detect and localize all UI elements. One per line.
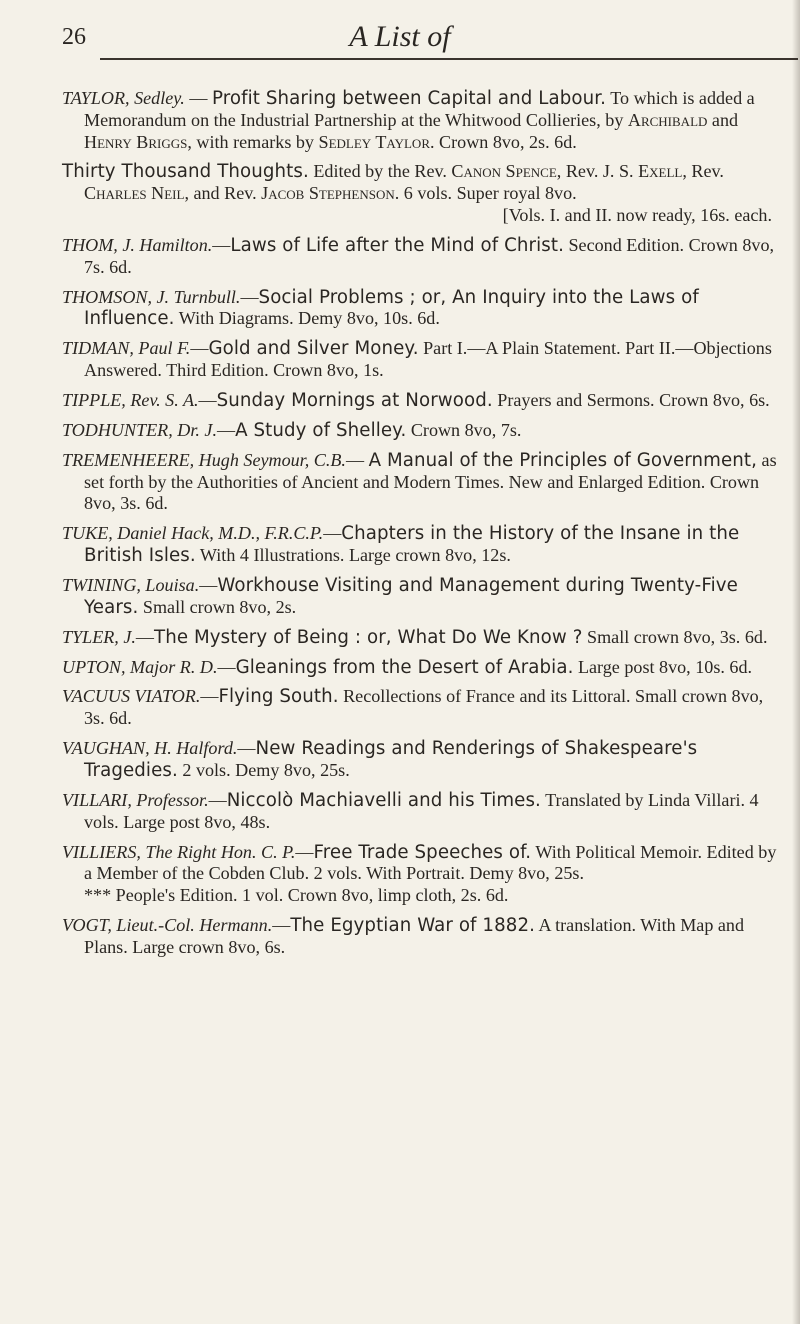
entry-title: Flying South. (218, 686, 339, 708)
list-item (62, 657, 784, 679)
entry-title: Profit Sharing between Capital and Labour. (211, 88, 607, 109)
entry-author: TIDMAN, Paul F. (62, 338, 191, 359)
header-rule (100, 58, 798, 60)
entry-title: Gold and Silver Money. (208, 338, 419, 360)
entry-separator: — (240, 286, 259, 307)
entry-text: Recollections of France and its Littoral. Small crown 8vo, 3s. 6d. (84, 686, 764, 729)
entry-author: UPTON, Major R. D. (62, 656, 218, 677)
entry-author: VACUUS VIATOR. (62, 686, 201, 707)
entry-text: With Diagrams. Demy 8vo, 10s. 6d. (174, 308, 440, 329)
entry-title: Free Trade Speeches of. (313, 841, 532, 863)
entry-author: TODHUNTER, Dr. J. (62, 419, 217, 440)
entry-text: With Political Memoir. Edited by a Member of the Cobden Club. 2 vols. With Portrait. Demy 8vo, 25s. (84, 841, 777, 884)
catalogue-list (62, 88, 784, 967)
page-header (0, 14, 800, 58)
entry-text: . 6 vols. Super royal 8vo. (394, 183, 577, 204)
running-title: A List of (349, 20, 451, 53)
entry-text: Small crown 8vo, 2s. (138, 596, 297, 617)
entry-separator: — (272, 915, 291, 935)
entry-text: With 4 Illustrations. Large crown 8vo, 12s. (195, 545, 511, 566)
list-item (62, 523, 784, 567)
entry-text: 2 vols. Demy 8vo, 25s. (177, 759, 350, 780)
entry-text: , and Rev. (184, 183, 262, 204)
entry-title: New Readings and Renderings of Shakespeare's Tragedies. (84, 738, 698, 781)
entry-title: Niccolò Machiavelli and his Times. (226, 789, 541, 811)
entry-title: Sunday Mornings at Norwood. (216, 390, 493, 412)
entry-name: Charles Neil (84, 183, 185, 204)
list-item (62, 738, 784, 782)
entry-text: as set forth by the Authorities of Ancient and Modern Times. New and Enlarged Edition. Crown 8vo, 3s. 6d. (84, 449, 777, 514)
entry-name: Canon Spence (451, 161, 557, 182)
list-item (62, 627, 784, 649)
list-item (62, 575, 784, 619)
entry-author: TWINING, Louisa. (62, 574, 200, 595)
list-item (62, 686, 784, 730)
entry-text: Small crown 8vo, 3s. 6d. (582, 626, 768, 647)
entry-title: A Study of Shelley. (235, 419, 407, 441)
list-item (62, 338, 784, 382)
entry-text: Part I.—A Plain Statement. Part II.—Objections Answered. Third Edition. Crown 8vo, 1s. (84, 338, 772, 381)
entry-text: . Crown 8vo, 2s. 6d. (430, 131, 577, 152)
entry-title: A Manual of the Principles of Government, (368, 449, 758, 471)
entry-separator: — (212, 234, 231, 255)
entry-author: TYLER, J. (62, 626, 136, 647)
entry-name: Exell (638, 161, 683, 182)
entry-author: VILLIERS, The Right Hon. C. P. (62, 841, 296, 862)
entry-author: VAUGHAN, H. Halford. (62, 738, 238, 759)
list-item (62, 842, 784, 907)
entry-separator: — (135, 626, 154, 647)
entry-author: VOGT, Lieut.-Col. Hermann. (62, 915, 273, 935)
entry-author: TREMENHEERE, Hugh Seymour, C.B. (62, 449, 346, 470)
entry-author: TAYLOR, Sedley. (62, 88, 185, 108)
entry-author: VILLARI, Professor. (62, 789, 209, 810)
list-item (62, 450, 784, 515)
entry-separator: — (200, 686, 219, 707)
entry-title: Workhouse Visiting and Management during Twenty-Five Years. (84, 574, 738, 618)
entry-text: Second Edition. Crown 8vo, 7s. 6d. (84, 234, 775, 277)
list-item (62, 287, 784, 331)
entry-text: , Rev. J. S. (556, 161, 639, 182)
page-number: 26 (62, 24, 86, 50)
entry-text: , with remarks by (187, 131, 319, 152)
entry-title: The Egyptian War of 1882. (290, 915, 536, 936)
entry-title: Chapters in the History of the Insane in the British Isles. (84, 523, 740, 567)
entry-separator: — (190, 338, 209, 359)
entry-text: To which is added a Memorandum on the Industrial Partnership at the Whitwood Collieries, by (84, 88, 755, 130)
entry-title: Social Problems ; or, An Inquiry into the Laws of Influence. (84, 286, 699, 330)
entry-author: THOM, J. Hamilton. (62, 234, 213, 255)
entry-separator: — (323, 523, 342, 544)
entry-separator: — (199, 574, 218, 595)
list-item (62, 88, 784, 153)
page-edge-shadow (792, 0, 800, 1324)
entry-separator: — (345, 449, 369, 470)
list-item (62, 915, 784, 959)
entry-name: Sedley Taylor (318, 131, 430, 152)
entry-title: Gleanings from the Desert of Arabia. (235, 656, 574, 678)
entry-separator: — (198, 390, 217, 411)
entry-text: Edited by the Rev. (308, 161, 452, 182)
entry-note: *** People's Edition. 1 vol. Crown 8vo, limp cloth, 2s. 6d. (84, 885, 509, 906)
entry-text: Prayers and Sermons. Crown 8vo, 6s. (492, 390, 770, 411)
entry-title: Thirty Thousand Thoughts. (62, 161, 309, 183)
entry-text: Large post 8vo, 10s. 6d. (573, 656, 753, 677)
entry-separator: — (208, 789, 227, 810)
entry-name: Archibald (627, 109, 708, 130)
list-item (62, 161, 784, 226)
entry-text: and (707, 109, 739, 130)
entry-author: TUKE, Daniel Hack, M.D., F.R.C.P. (62, 523, 324, 544)
entry-note: [Vols. I. and II. now ready, 16s. each. (502, 205, 772, 226)
entry-text: Crown 8vo, 7s. (406, 419, 522, 440)
entry-separator: — (237, 738, 256, 759)
entry-text: Translated by Linda Villari. 4 vols. Large post 8vo, 48s. (84, 789, 759, 832)
list-item (62, 790, 784, 834)
entry-title: The Mystery of Being : or, What Do We Know ? (154, 626, 583, 648)
entry-separator: — (295, 841, 314, 862)
entry-separator: — (217, 419, 236, 440)
entry-author: TIPPLE, Rev. S. A. (62, 390, 199, 411)
entry-author: THOMSON, J. Turnbull. (62, 286, 241, 307)
entry-text: A translation. With Map and Plans. Large crown 8vo, 6s. (84, 915, 745, 957)
entry-title: Laws of Life after the Mind of Christ. (230, 234, 564, 256)
entry-separator: — (184, 88, 212, 108)
entry-text: , Rev. (682, 161, 724, 182)
entry-separator: — (217, 656, 236, 677)
entry-name: Jacob Stephenson (261, 183, 395, 204)
entry-name: Henry Briggs (84, 131, 188, 152)
list-item (62, 390, 784, 412)
list-item (62, 420, 784, 442)
list-item (62, 235, 784, 279)
